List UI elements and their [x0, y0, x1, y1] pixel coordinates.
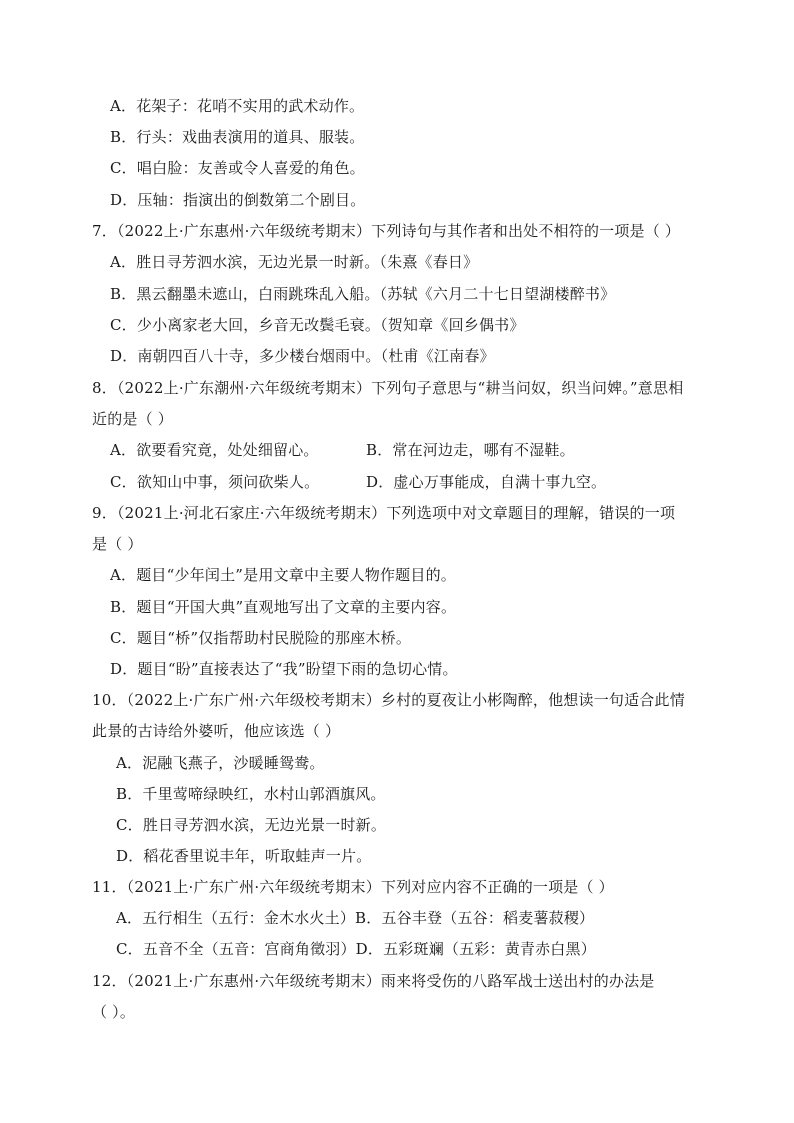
option-line: D．南朝四百八十寺，多少楼台烟雨中。（杜甫《江南春》	[110, 347, 495, 365]
option-line: C．欲知山中事，须问砍柴人。	[110, 473, 320, 491]
option-line: A．花架子：花哨不实用的武术动作。	[110, 97, 365, 115]
option-line: A．五行相生（五行：金木水火土）B．五谷丰登（五谷：稻麦薯菽稷）	[116, 909, 595, 927]
option-line: C．少小离家老大回，乡音无改鬓毛衰。（贺知章《回乡偶书》	[110, 316, 525, 334]
option-line: A．泥融飞燕子，沙暖睡鸳鸯。	[116, 754, 325, 772]
option-line: A．题目“少年闰土”是用文章中主要人物作题目的。	[110, 566, 456, 584]
question-8: 8．（2022上·广东潮州·六年级统考期末）下列句子意思与“耕当问奴，织当问婢。”意思相	[92, 379, 684, 397]
question-12-continued: （ ）。	[92, 1003, 136, 1021]
question-12: 12．（2021上·广东惠州·六年级统考期末）雨来将受伤的八路军战士送出村的办法是	[92, 972, 655, 990]
question-8-continued: 近的是（ ）	[92, 410, 173, 428]
option-line: A．欲要看究竟，处处细留心。	[110, 441, 319, 459]
option-line: D．题目“盼”直接表达了“我”盼望下雨的急切心情。	[110, 660, 458, 678]
option-line: D．虚心万事能成，自满十事九空。	[366, 473, 607, 491]
option-line: B．行头：戏曲表演用的道具、服装。	[110, 128, 365, 146]
question-10-continued: 此景的古诗给外婆听，他应该选（ ）	[92, 722, 341, 740]
option-line: B．题目“开国大典”直观地写出了文章的主要内容。	[110, 598, 457, 616]
question-11: 11．（2021上·广东广州·六年级统考期末）下列对应内容不正确的一项是（ ）	[92, 878, 614, 896]
option-line: D．压轴：指演出的倒数第二个剧目。	[110, 191, 366, 209]
question-9: 9．（2021上·河北石家庄·六年级统考期末）下列选项中对文章题目的理解，错误的一项	[92, 504, 676, 522]
option-line: B．常在河边走，哪有不湿鞋。	[366, 441, 575, 459]
option-line: C．题目“桥”仅指帮助村民脱险的那座木桥。	[110, 629, 412, 647]
question-10: 10．（2022上·广东广州·六年级校考期末）乡村的夏夜让小彬陶醉，他想读一句适合此情	[92, 691, 685, 709]
option-line: C．五音不全（五音：宫商角徵羽）D．五彩斑斓（五彩：黄青赤白黑）	[116, 940, 596, 958]
question-9-continued: 是（ ）	[92, 535, 143, 553]
option-line: B．黑云翻墨未遮山，白雨跳珠乱入船。（苏轼《六月二十七日望湖楼醉书》	[110, 285, 616, 303]
option-line: A．胜日寻芳泗水滨，无边光景一时新。（朱熹《春日》	[110, 253, 479, 271]
option-line: B．千里莺啼绿映红，水村山郭酒旗风。	[116, 785, 386, 803]
option-line: D．稻花香里说丰年，听取蛙声一片。	[116, 847, 372, 865]
option-line: C．唱白脸：友善或令人喜爱的角色。	[110, 159, 365, 177]
option-line: C．胜日寻芳泗水滨，无边光景一时新。	[116, 816, 387, 834]
question-7: 7．（2022上·广东惠州·六年级统考期末）下列诗句与其作者和出处不相符的一项是（ ）	[92, 222, 681, 240]
